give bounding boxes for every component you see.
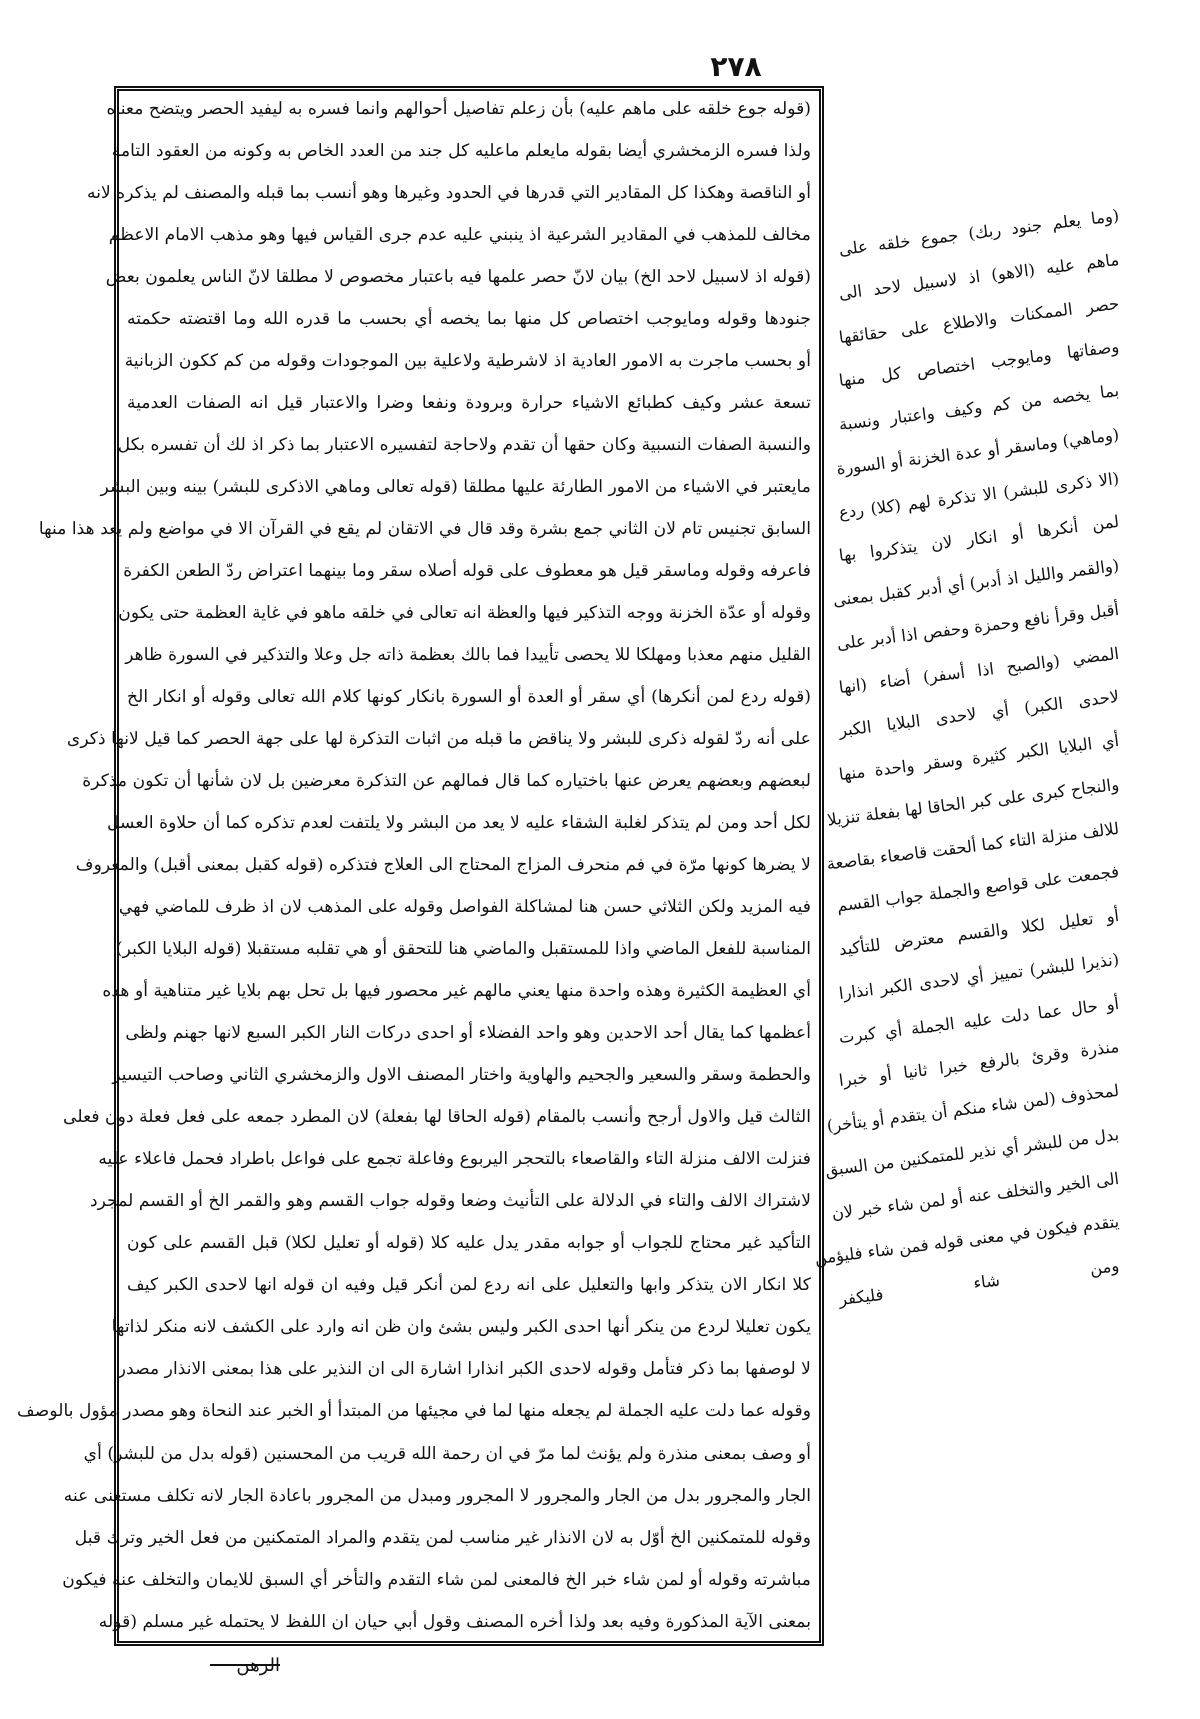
main-text-line: والنسبة الصفات النسبية وكان حقها أن تقدم ولاحاجة لتفسيره الاعتبار بما ذكر اذ لك أن تفسره بكل [117, 435, 811, 456]
main-text-line: لا لوصفها بما ذكر فتأمل وقوله لاحدى الكبر انذارا اشارة الى ان النذير على هذا بمعنى الانذار مصدر [117, 1359, 811, 1380]
margin-text-line: بما يخصه من كم وكيف واعتبار ونسبة [837, 380, 1121, 435]
margin-text-line: أو حال عما دلت عليه الجملة أي كبرت [837, 993, 1121, 1047]
margin-text-line: ومن شاء فليكفر [837, 1255, 1121, 1310]
main-text-line: القليل منهم معذبا ومهلكا للا يحصى تأييدا فما بالك بعظمة ذاته جل وعلا والتذكير في السورة ظاهر [125, 645, 811, 666]
main-text-line: أو الناقصة وهكذا كل المقادير التي قدرها في الحدود وغيرها وهو أنسب بما قبله والمصنف لم يذكره لانه [87, 183, 811, 204]
margin-text-line: أقبل وقرأ نافع وحمزة وحفص اذا أدبر على [835, 599, 1121, 654]
main-text-line: مباشرته وقوله أو لمن شاء خبر الخ فالمعنى لمن شاء التقدم والتأخر أي السبق للايمان والتخلف عنه فيكون [62, 1569, 811, 1590]
main-text-line: الجار والمجرور بدل من الجار والمجرور لا المجرور ومبدل من المجرور باعادة الجار لانه تكلف مستغنى عنه [63, 1485, 811, 1506]
main-text-line: أعظمها كما يقال أحد الاحدين وهو واحد الفضلاء أو احدى دركات النار الكبر السبع لانها جهنم ولظى [125, 1023, 811, 1044]
margin-text-line: (والقمر والليل اذ أدبر) أي أدبر كقبل بمعنى [831, 555, 1121, 610]
main-text-frame [16, 86, 824, 1646]
main-text-line: مخالف للمذهب في المقادير الشرعية اذ ينبني عليه عدم جرى القياس فيها وهو مذهب الامام الاعظم [108, 225, 811, 246]
margin-text-line: (الا ذكرى للبشر) الا تذكرة لهم (كلا) ردع [837, 468, 1121, 522]
main-text-line: لاشتراك الالف والتاء في الدلالة على التأنيث وضعا وقوله جواب القسم وهو والقمر الخ أو القسم لمجرد [90, 1191, 811, 1212]
margin-text-line: (وماهي) وماسقر أو عدة الخزنة أو السورة [835, 424, 1121, 479]
main-text-line: على أنه ردّ لقوله ذكرى للبشر ولا يناقض ما قبله من اثبات التذكرة لها على جهة الحصر كما قيل لانها ذكرى [66, 729, 811, 750]
margin-text-line: وصفاتها ومايوجب اختصاص كل منها [837, 337, 1121, 391]
main-text-line: فنزلت الالف منزلة التاء والقاصعاء بالتحجر اليربوع وفاعلة تجمع على فواعل باطراد فحمل فاعلاء عليه [98, 1149, 811, 1170]
margin-text-line: للالف منزلة التاء كما ألحقت قاصعاء بقاصعة [825, 818, 1121, 874]
margin-text-line: أي البلايا الكبر كثيرة وسقر واحدة منها [837, 730, 1121, 785]
main-text-line: وقوله عما دلت عليه الجملة لم يجعله منها لما في مجيئها من المبتدأ أو الخبر عند النحاة وهو مصدر مؤول بالوصف [16, 1401, 811, 1422]
main-text-line: أي العظيمة الكثيرة وهذه واحدة منها يعني مالهم غير محصور فيها بل تحل بهم بلايا غير متناهية أو هذه [102, 981, 811, 1002]
main-text-line: الثالث قيل والاول أرجح وأنسب بالمقام (قوله الحاقا لها بفعلة) لان المطرد جمعه على فعل فعلة دون فعلى [63, 1107, 811, 1128]
main-text-line: فاعرفه وقوله وماسقر قيل هو معطوف على قوله أصلاه سقر وما بينهما اعتراض ردّ الطعن الكفرة [123, 561, 811, 582]
margin-text-line: والنجاح كبرى على كبر الحاقا لها بفعلة تنزيلا [826, 774, 1121, 830]
margin-text-line: لاحدى الكبر) أي لاحدى البلايا الكبر [837, 687, 1121, 741]
margin-text-line: (نذيرا للبشر) تمييز أي لاحدى الكبر انذارا [837, 949, 1121, 1003]
margin-text-line: لمن أنكرها أو انكار لان يتذكروا بها [837, 512, 1121, 566]
margin-text-line: حصر الممكنات والاطلاع على حقائقها [837, 293, 1121, 347]
margin-text-line: الى الخير والتخلف عنه أو لمن شاء خبر لان [830, 1168, 1121, 1223]
main-text-line: السابق تجنيس تام لان الثاني جمع بشرة وقد قال في الاتقان لم يقع في القرآن الا في مواضع ولم يعد هذا منها [38, 519, 811, 540]
main-text-line: التأكيد غير محتاج للجواب أو جوابه مقدر يدل عليه كلا (قوله أو تعليل لكلا) قبل القسم على كون [127, 1233, 811, 1254]
main-text-line: تسعة عشر وكيف كطبائع الاشياء حرارة وبرودة ونفعا وضرا والاعتبار قيل انه الصفات العدمية [127, 393, 811, 414]
main-text-line: المناسبة للفعل الماضي واذا للمستقبل والماضي هنا للتحقق أو هي تقلبه مستقبلا (قوله البلايا الكبر) [115, 939, 811, 960]
main-text-line: كلا انكار الان يتذكر وابها والتعليل على انه ردع لمن أنكر قيل وفيه ان قوله انها لاحدى الكبر كيف [127, 1275, 811, 1296]
main-text-line: لكل أحد ومن لم يتذكر لغلبة الشقاء عليه لا يعد من البشر ولا يلتفت لعدم تذكره كما أن حلاوة العسل [106, 813, 811, 834]
main-text-line: والحطمة وسقر والسعير والجحيم والهاوية واختار المصنف الاول والزمخشري الثاني وصاحب التيسير [112, 1065, 811, 1086]
margin-text-line: يتقدم فيكون في معنى قوله فمن شاء فليؤمن [813, 1212, 1121, 1269]
main-text-line: فيه المزيد ولكن الثلاثي حسن هنا لمشاكلة الفواصل وقوله على المذهب لان اذ ظرف للماضي فهي [118, 897, 811, 918]
main-text-line: (قوله ردع لمن أنكرها) أي سقر أو العدة أو السورة بانكار كونها كلام الله تعالى وقوله أو انكار الخ [127, 687, 811, 708]
footer-catchword: الرهن [160, 1655, 280, 1666]
main-text-line: ولذا فسره الزمخشري أيضا بقوله مايعلم ماعليه كل جند من العدد الخاص به وكونه من العقود التامة [111, 141, 811, 162]
main-text-line: (قوله جوع خلقه على ماهم عليه) بأن زعلم تفاصيل أحوالهم وانما فسره به ليفيد الحصر ويتضح معناه [106, 99, 811, 119]
margin-text-line: فجمعت على قواصع والجملة جواب القسم [835, 862, 1121, 916]
main-text-body [16, 97, 811, 1635]
main-text-line: يكون تعليلا لردع من ينكر أنها احدى الكبر وليس بشئ وان ظن انه وارد على الكشف لانه منكر لذاتها [111, 1317, 811, 1338]
main-text-line: مايعتبر في الاشياء من الامور الطارئة عليها مطلقا (قوله تعالى وماهي الاذكرى للبشر) بينه وبين البشر [100, 477, 811, 498]
main-text-line: لا يضرها كونها مرّة في فم منحرف المزاج المحتاج الى العلاج فتذكره (قوله كقبل بمعنى أقبل) والمعروف [75, 855, 811, 876]
margin-commentary [813, 205, 1121, 1310]
main-text-line: جنودها وقوله ومايوجب اختصاص كل منها بما يخصه أي بحسب ما قدره الله وما اقتضته حكمته [127, 309, 811, 330]
margin-text-line: لمحذوف (لمن شاء منكم أن يتقدم أو يتأخر) [825, 1080, 1121, 1136]
main-text-line: أو بحسب ماجرت به الامور العادية اذ لاشرطية ولاعلية بين الموجودات وقوله من كم ككون الزبانية [124, 351, 811, 372]
main-text-line: لبعضهم وبعضهم يعرض عنها باختياره كما قال فمالهم عن التذكرة معرضين بل لان شأنها أن تكون مذكرة [82, 771, 811, 792]
main-text-line: بمعنى الآية المذكورة وفيه بعد ولذا أخره المصنف وقول أبي حيان ان اللفظ لا يحتمله غير مسلم (قوله [98, 1611, 811, 1632]
main-text-line: (قوله اذ لاسبيل لاحد الخ) بيان لانّ حصر علمها فيه باعتبار مخصوص لا مطلقا لانّ الناس يعلمون بعض [105, 267, 811, 288]
margin-text-line: أو تعليل لكلا والقسم معترض للتأكيد [837, 905, 1121, 960]
main-text-line: وقوله للمتمكنين الخ أوّل به لان الانذار غير مناسب لمن يتقدم والمراد المتمكنين من فعل الخير وترك قبل [74, 1527, 811, 1548]
margin-text-line: بدل من للبشر أي نذير للمتمكنين من السبق [824, 1124, 1121, 1180]
main-text-line: وقوله أو عدّة الخزنة ووجه التذكير فيها والعظة انه تعالى في خلقه ماهو في غاية العظمة حتى يكون [118, 603, 811, 624]
margin-text-line: ماهم عليه (الاهو) اذ لاسبيل لاحد الى [837, 249, 1121, 303]
margin-text-line: منذرة وقرئ بالرفع خبرا ثانيا أو خبرا [837, 1037, 1121, 1091]
margin-text-line: المضي (والصبح اذا أسفر) أضاء (انها [837, 643, 1121, 697]
margin-text-line: (وما يعلم جنود ربك) جموع خلقه على [837, 205, 1121, 260]
main-text-line: أو وصف بمعنى منذرة ولم يؤنث لما مرّ في ان رحمة الله قريب من المحسنين (قوله بدل من للبشر) أي [83, 1443, 811, 1464]
page-number: ٢٧٨ [710, 50, 762, 83]
